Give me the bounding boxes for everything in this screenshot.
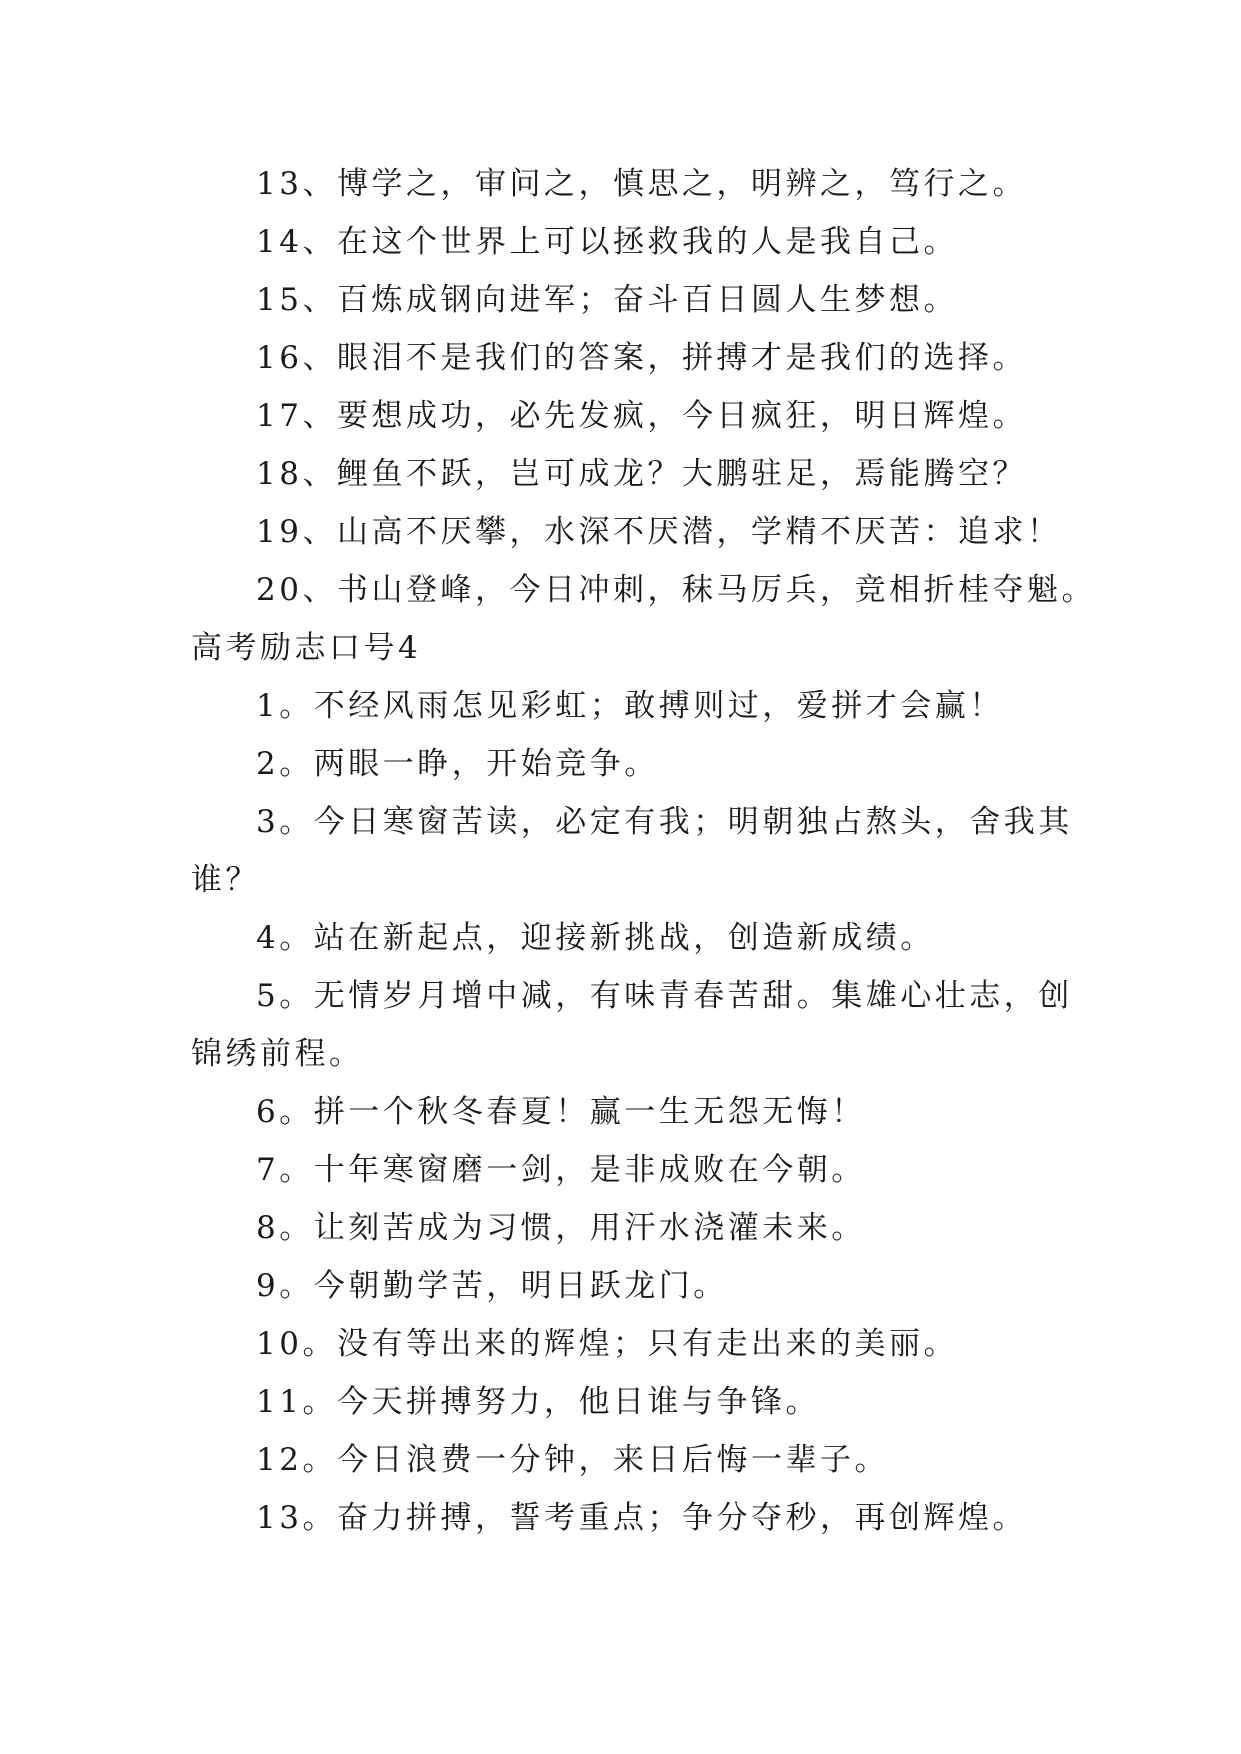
list-item: 19、山高不厌攀，水深不厌潜，学精不厌苦：追求！ [256, 514, 1062, 550]
section-heading: 高考励志口号4 [191, 630, 422, 666]
list-item: 11。今天拼搏努力，他日谁与争锋。 [256, 1384, 820, 1420]
list-item-continuation: 谁？ [191, 862, 260, 898]
list-item: 5。无情岁月增中减，有味青春苦甜。集雄心壮志，创 [256, 978, 1073, 1014]
list-item: 15、百炼成钢向进军；奋斗百日圆人生梦想。 [256, 282, 958, 318]
list-item: 13、博学之，审问之，慎思之，明辨之，笃行之。 [256, 166, 1027, 202]
list-item: 3。今日寒窗苦读，必定有我；明朝独占熬头，舍我其 [256, 804, 1073, 840]
list-item: 13。奋力拼搏，誓考重点；争分夺秒，再创辉煌。 [256, 1500, 1027, 1536]
list-item: 10。没有等出来的辉煌；只有走出来的美丽。 [256, 1326, 958, 1362]
list-item: 17、要想成功，必先发疯，今日疯狂，明日辉煌。 [256, 398, 1027, 434]
list-item: 20、书山登峰，今日冲刺，秣马厉兵，竞相折桂夺魁。 [256, 572, 1096, 608]
list-item: 9。今朝勤学苦，明日跃龙门。 [256, 1268, 728, 1304]
list-item: 18、鲤鱼不跃，岂可成龙？大鹏驻足，焉能腾空？ [256, 456, 1027, 492]
list-item: 2。两眼一睁，开始竞争。 [256, 746, 659, 782]
list-item: 4。站在新起点，迎接新挑战，创造新成绩。 [256, 920, 935, 956]
list-item-continuation: 锦绣前程。 [191, 1036, 364, 1072]
list-item: 12。今日浪费一分钟，来日后悔一辈子。 [256, 1442, 889, 1478]
list-item: 8。让刻苦成为习惯，用汗水浇灌未来。 [256, 1210, 866, 1246]
list-item: 16、眼泪不是我们的答案，拼搏才是我们的选择。 [256, 340, 1027, 376]
list-item: 1。不经风雨怎见彩虹；敢搏则过，爱拼才会赢！ [256, 688, 1004, 724]
list-item: 6。拼一个秋冬春夏！赢一生无怨无悔！ [256, 1094, 866, 1130]
list-item: 14、在这个世界上可以拯救我的人是我自己。 [256, 224, 958, 260]
list-item: 7。十年寒窗磨一剑，是非成败在今朝。 [256, 1152, 866, 1188]
